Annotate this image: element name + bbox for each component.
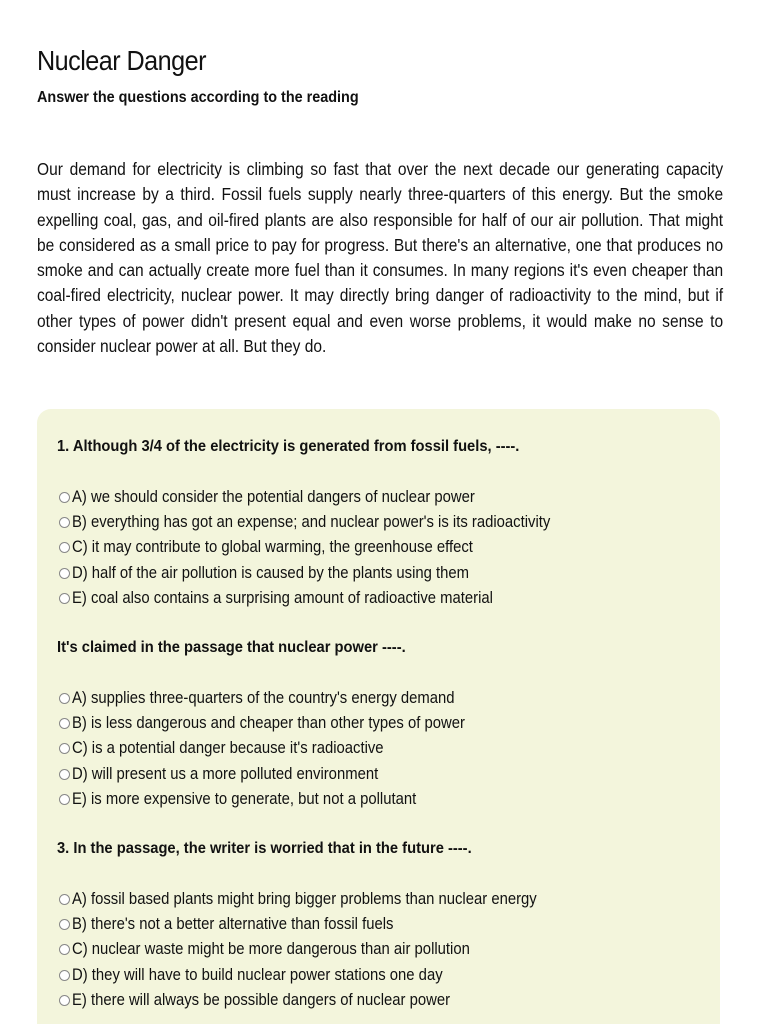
- option-label: A) supplies three-quarters of the country's energy demand: [72, 689, 455, 708]
- option-label: B) there's not a better alternative than fossil fuels: [72, 915, 394, 934]
- question-3-option-c[interactable]: [59, 937, 588, 962]
- question-1-option-a[interactable]: [59, 485, 603, 510]
- question-2-options: [59, 686, 509, 812]
- question-3-option-d[interactable]: [59, 963, 588, 988]
- option-label: D) half of the air pollution is caused by the plants using them: [72, 563, 470, 582]
- radio-icon[interactable]: [59, 718, 70, 729]
- question-1-option-e[interactable]: [59, 586, 603, 611]
- question-1-options: [59, 485, 603, 611]
- reading-passage: Our demand for electricity is climbing so fast that over the next decade our generating capacity must increase by a third. Fossil fuels supply nearly three-quarters of this energy. But the smoke expelling coal, gas, and oil-fired plants are also responsible for half of our air pollution. That might be considered as a small price to pay for progress. But there's an alternative, one that produces no smoke and can actually create more fuel than it consumes. In many regions it's even cheaper than coal-fired electricity, nuclear power. It may directly bring danger of radioactivity to the mind, but if other types of power didn't present equal and even worse problems, it would make no sense to consider nuclear power at all. But they do.: [37, 159, 724, 357]
- question-2-option-d[interactable]: [59, 762, 509, 787]
- radio-icon[interactable]: [59, 794, 70, 805]
- question-2-option-b[interactable]: [59, 711, 509, 736]
- option-label: B) everything has got an expense; and nuclear power's is its radioactivity: [72, 513, 551, 532]
- option-label: C) nuclear waste might be more dangerous than air pollution: [72, 940, 470, 959]
- page-title: Nuclear Danger: [37, 44, 206, 76]
- option-label: A) we should consider the potential dangers of nuclear power: [72, 488, 475, 507]
- option-label: E) coal also contains a surprising amount of radioactive material: [72, 588, 493, 607]
- question-1-option-c[interactable]: [59, 535, 603, 560]
- radio-icon[interactable]: [59, 944, 70, 955]
- radio-icon[interactable]: [59, 995, 70, 1006]
- question-2-option-c[interactable]: [59, 736, 509, 761]
- option-label: E) there will always be possible dangers of nuclear power: [72, 990, 451, 1009]
- option-label: C) is a potential danger because it's radioactive: [72, 739, 384, 758]
- radio-icon[interactable]: [59, 919, 70, 930]
- radio-icon[interactable]: [59, 970, 70, 981]
- question-1-option-b[interactable]: [59, 510, 603, 535]
- question-1-text: 1. Although 3/4 of the electricity is generated from fossil fuels, ----.: [57, 438, 520, 455]
- option-label: D) they will have to build nuclear power stations one day: [72, 965, 443, 984]
- question-3-option-a[interactable]: [59, 887, 588, 912]
- radio-icon[interactable]: [59, 693, 70, 704]
- option-label: C) it may contribute to global warming, the greenhouse effect: [72, 538, 473, 557]
- radio-icon[interactable]: [59, 568, 70, 579]
- option-label: A) fossil based plants might bring bigger problems than nuclear energy: [72, 890, 537, 909]
- instruction-text: Answer the questions according to the reading: [37, 89, 359, 106]
- question-3-options: [59, 887, 588, 1013]
- radio-icon[interactable]: [59, 492, 70, 503]
- quiz-panel: [37, 409, 720, 1024]
- radio-icon[interactable]: [59, 542, 70, 553]
- question-2-option-e[interactable]: [59, 787, 509, 812]
- question-3-option-b[interactable]: [59, 912, 588, 937]
- question-3-text: 3. In the passage, the writer is worried that in the future ----.: [57, 840, 472, 857]
- option-label: D) will present us a more polluted environment: [72, 764, 379, 783]
- question-3-option-e[interactable]: [59, 988, 588, 1013]
- radio-icon[interactable]: [59, 743, 70, 754]
- radio-icon[interactable]: [59, 593, 70, 604]
- question-2-option-a[interactable]: [59, 686, 509, 711]
- option-label: E) is more expensive to generate, but not a pollutant: [72, 789, 417, 808]
- radio-icon[interactable]: [59, 894, 70, 905]
- radio-icon[interactable]: [59, 517, 70, 528]
- question-1-option-d[interactable]: [59, 561, 603, 586]
- radio-icon[interactable]: [59, 769, 70, 780]
- question-2-text: It's claimed in the passage that nuclear power ----.: [57, 639, 406, 656]
- option-label: B) is less dangerous and cheaper than other types of power: [72, 714, 465, 733]
